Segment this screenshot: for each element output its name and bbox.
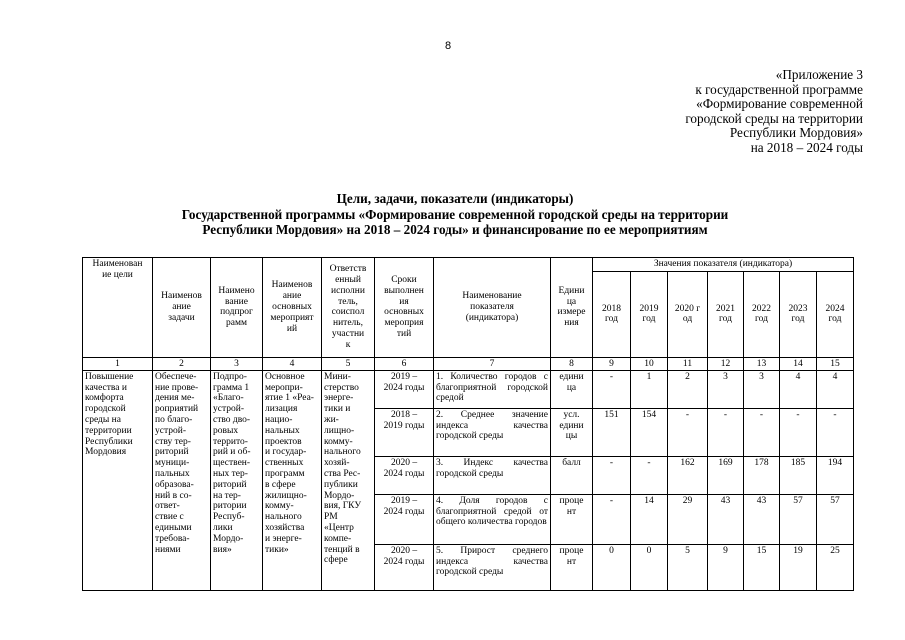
term-cell: 2019 – 2024 годы (375, 370, 434, 408)
header-indicator: Наименование показателя (индикатора) (434, 258, 551, 358)
appendix-line: городской среды на территории (685, 110, 863, 126)
indicator-cell: 5. Прирост среднего индекса качества городской среды (434, 544, 551, 590)
value-cell: 4 (780, 370, 817, 408)
value-cell: 9 (708, 544, 744, 590)
document-title (60, 191, 850, 238)
header-year: 2024 год (817, 271, 854, 357)
task-cell: Обеспече- ние прове- дения ме- роприятий по благо- устрой- ству тер- риторий муници- пальных образова- ний в со- ответ- ствие с едиными требова- ниями (153, 370, 211, 590)
column-number: 7 (434, 357, 551, 370)
column-number: 12 (708, 357, 744, 370)
value-cell: - (817, 408, 854, 456)
unit-cell: балл (551, 456, 593, 494)
column-number: 4 (263, 357, 322, 370)
subprogram-cell: Подпро- грамма 1 «Благо- устрой- ство дво- ровых террито- рий и об- ществен- ных тер- риторий на тер- ритории Респуб- лики Мордо- вия» (211, 370, 263, 590)
term-cell: 2020 – 2024 годы (375, 456, 434, 494)
value-cell: 29 (668, 494, 708, 544)
value-cell: 43 (744, 494, 780, 544)
header-activity: Наименов ание основных мероприят ий (263, 258, 322, 358)
unit-cell: проце нт (551, 544, 593, 590)
value-cell: 25 (817, 544, 854, 590)
column-number-row (83, 357, 854, 370)
value-cell: 15 (744, 544, 780, 590)
value-cell: 154 (631, 408, 668, 456)
header-year: 2018 год (593, 271, 631, 357)
column-number: 6 (375, 357, 434, 370)
value-cell: 185 (780, 456, 817, 494)
indicator-cell: 4. Доля городов с благоприятной средой от общего количества городов (434, 494, 551, 544)
page-number: 8 (445, 40, 452, 52)
value-cell: 43 (708, 494, 744, 544)
value-cell: 5 (668, 544, 708, 590)
value-cell: 2 (668, 370, 708, 408)
appendix-line: к государственной программе (695, 81, 863, 97)
executor-cell: Мини- стерство энерге- тики и жи- лищно- комму- нального хозяй- ства Рес- публики Мордо- вия, ГКУ РМ «Центр компе- тенций в сфере (322, 370, 375, 590)
header-year: 2020 г од (668, 271, 708, 357)
value-cell: - (780, 408, 817, 456)
header-year: 2019 год (631, 271, 668, 357)
header-terms: Сроки выполнен ия основных мероприя тий (375, 258, 434, 358)
column-number: 15 (817, 357, 854, 370)
value-cell: - (593, 456, 631, 494)
header-unit: Едини ца измере ния (551, 258, 593, 358)
column-number: 14 (780, 357, 817, 370)
column-number: 11 (668, 357, 708, 370)
column-number: 2 (153, 357, 211, 370)
unit-cell: едини ца (551, 370, 593, 408)
column-number: 5 (322, 357, 375, 370)
table-row (83, 370, 854, 408)
activity-cell: Основное меропри- ятие 1 «Реа- лизация нацио- нальных проектов и государ- ственных программ в сфере жилищно- комму- нального хозяйства и энерге- тики» (263, 370, 322, 590)
value-cell: 4 (817, 370, 854, 408)
value-cell: 0 (631, 544, 668, 590)
value-cell: 14 (631, 494, 668, 544)
column-number: 10 (631, 357, 668, 370)
header-year: 2021 год (708, 271, 744, 357)
value-cell: - (631, 456, 668, 494)
value-cell: 19 (780, 544, 817, 590)
value-cell: 178 (744, 456, 780, 494)
value-cell: 57 (817, 494, 854, 544)
term-cell: 2020 – 2024 годы (375, 544, 434, 590)
header-executor: Ответств енный исполни тель, соиспол нитель, участни к (322, 258, 375, 358)
header-year: 2022 год (744, 271, 780, 357)
indicator-cell: 2. Среднее значение индекса качества городской среды (434, 408, 551, 456)
column-number: 13 (744, 357, 780, 370)
title-line: Республики Мордовия» на 2018 – 2024 годы» и финансирование по ее мероприятиям (202, 222, 708, 237)
value-cell: 3 (744, 370, 780, 408)
appendix-header (603, 68, 863, 156)
header-values-group: Значения показателя (индикатора) (593, 258, 854, 272)
term-cell: 2019 – 2024 годы (375, 494, 434, 544)
header-year: 2023 год (780, 271, 817, 357)
indicators-table (82, 257, 854, 591)
value-cell: - (708, 408, 744, 456)
value-cell: - (593, 370, 631, 408)
appendix-line: Республики Мордовия» (729, 125, 863, 141)
value-cell: 169 (708, 456, 744, 494)
value-cell: 1 (631, 370, 668, 408)
value-cell: - (744, 408, 780, 456)
column-number: 1 (83, 357, 153, 370)
header-task: Наименов ание задачи (153, 258, 211, 358)
value-cell: - (593, 494, 631, 544)
unit-cell: проце нт (551, 494, 593, 544)
appendix-line: «Формирование современной (696, 96, 863, 112)
value-cell: - (668, 408, 708, 456)
title-line: Государственной программы «Формирование современной городской среды на территории (181, 206, 729, 222)
indicator-cell: 3. Индекс качества городской среды (434, 456, 551, 494)
appendix-line: на 2018 – 2024 годы (750, 139, 863, 155)
indicator-cell: 1. Количество городов с благоприятной городской средой (434, 370, 551, 408)
title-line: Цели, задачи, показатели (индикаторы) (336, 191, 574, 206)
term-cell: 2018 – 2019 годы (375, 408, 434, 456)
value-cell: 3 (708, 370, 744, 408)
unit-cell: усл. едини цы (551, 408, 593, 456)
value-cell: 57 (780, 494, 817, 544)
value-cell: 151 (593, 408, 631, 456)
goal-cell: Повышение качества и комфорта городской среды на территории Республики Мордовия (83, 370, 153, 590)
header-goal: Наименован ие цели (83, 258, 153, 358)
value-cell: 0 (593, 544, 631, 590)
column-number: 8 (551, 357, 593, 370)
appendix-line: «Приложение 3 (775, 67, 863, 82)
column-number: 3 (211, 357, 263, 370)
column-number: 9 (593, 357, 631, 370)
value-cell: 194 (817, 456, 854, 494)
value-cell: 162 (668, 456, 708, 494)
header-subprogram: Наимено вание подпрог рамм (211, 258, 263, 358)
header-row (83, 258, 854, 272)
